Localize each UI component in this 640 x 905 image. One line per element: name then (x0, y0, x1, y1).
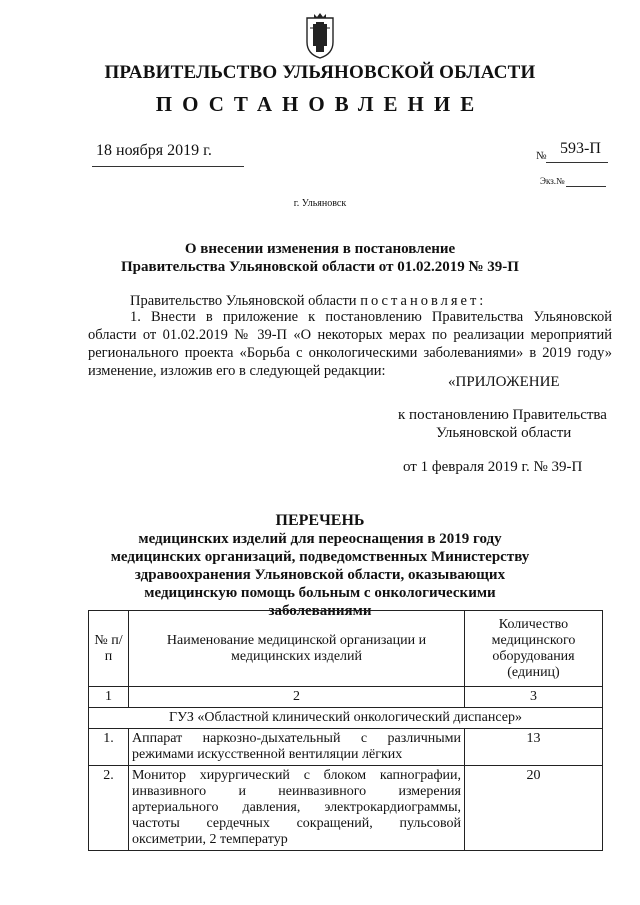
copy-underline (566, 186, 606, 187)
list-description: медицинских изделий для переоснащения в 2019 году медицинских организаций, подведомственных Министерству здравоохранения Ульяновской области, оказывающих медицинскую помощь больным с онкологическими заболеваниями (110, 531, 530, 619)
section-row (89, 708, 603, 729)
table-header-row (89, 611, 603, 687)
equipment-table (88, 610, 603, 851)
table-row (89, 729, 603, 766)
col-number-3: 3 (465, 687, 603, 708)
appendix-line-2: Ульяновской области (436, 425, 572, 441)
list-title: ПЕРЕЧЕНЬ (275, 512, 365, 529)
preamble-lead: Правительство Ульяновской области (130, 293, 357, 309)
document-type: ПОСТАНОВЛЕНИЕ (155, 92, 485, 116)
header-num: № п/п (89, 611, 129, 687)
resolution-item-1: 1. Внести в приложение к постановлению Правительства Ульяновской области от 01.02.2019 № 39-П «О некоторых мерах по реализации мероприятий регионального проекта «Борьба с онкологическими заболеваниями» в 2019 году» изменение, изложив его в следующей редакции: (88, 309, 612, 379)
table-row (89, 766, 603, 851)
row-name: Аппарат наркозно-дыхательный с различными режимами искусственной вентиляции лёгких (129, 729, 465, 766)
header-qty: Количество медицинского оборудования (единиц) (465, 611, 603, 687)
row-qty: 13 (465, 729, 603, 766)
row-num: 2. (89, 766, 129, 851)
col-number-2: 2 (129, 687, 465, 708)
subject-heading (0, 240, 640, 276)
date-underline (92, 166, 244, 167)
preamble-resolves: постановляет: (360, 293, 487, 309)
subject-line-1: О внесении изменения в постановление (184, 241, 456, 257)
appendix-line-1: к постановлению Правительства (398, 407, 607, 423)
col-number-1: 1 (89, 687, 129, 708)
document-date: 18 ноября 2019 г. (96, 142, 212, 159)
column-number-row (89, 687, 603, 708)
appendix-title: «ПРИЛОЖЕНИЕ (448, 374, 560, 390)
row-qty: 20 (465, 766, 603, 851)
section-title: ГУЗ «Областной клинический онкологический диспансер» (89, 708, 603, 729)
row-name: Монитор хирургический с блоком капнографии, инвазивного и неинвазивного измерения артериального давления, электрокардиограммы, частоты сердечных сокращений, пульсовой оксиметрии, 2 температур (129, 766, 465, 851)
row-num: 1. (89, 729, 129, 766)
number-underline (546, 162, 608, 163)
city: г. Ульяновск (293, 198, 347, 209)
government-title: ПРАВИТЕЛЬСТВО УЛЬЯНОВСКОЙ ОБЛАСТИ (104, 62, 536, 83)
subject-line-2: Правительства Ульяновской области от 01.02.2019 № 39-П (121, 259, 519, 275)
coat-of-arms-icon (304, 12, 336, 60)
document-number: 593-П (560, 140, 601, 157)
copy-label: Экз.№ (540, 176, 565, 186)
number-label: № (536, 150, 547, 162)
header-name: Наименование медицинской организации и медицинских изделий (129, 611, 465, 687)
appendix-line-3: от 1 февраля 2019 г. № 39-П (403, 459, 583, 475)
